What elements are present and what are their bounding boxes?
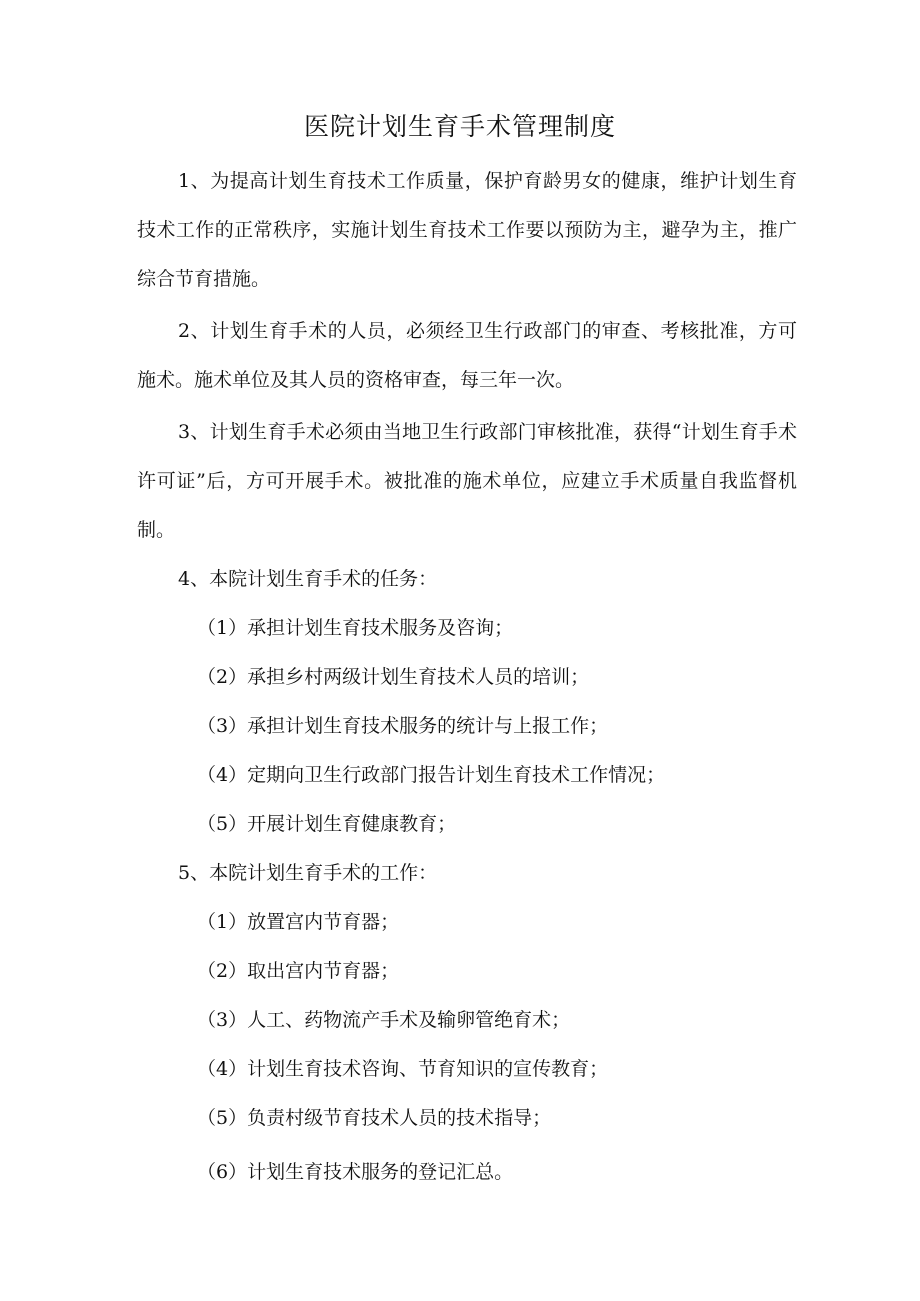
list-item: （5）开展计划生育健康教育； [197,813,457,835]
list-item: （1）承担计划生育技术服务及咨询； [197,617,514,639]
section-4-heading: 4、本院计划生育手术的任务： [178,568,438,590]
section-5-heading: 5、本院计划生育手术的工作： [178,862,438,884]
list-item: （1）放置宫内节育器； [197,911,400,933]
list-item: （6）计划生育技术服务的登记汇总。 [197,1161,514,1183]
section-4-list [137,604,797,849]
list-item: （2）承担乡村两级计划生育技术人员的培训； [197,666,590,688]
list-item: （3）承担计划生育技术服务的统计与上报工作； [197,715,609,737]
document-body [137,157,797,1197]
list-item: （3）人工、药物流产手术及输卵管绝育术； [197,1009,571,1031]
paragraph-2: 2、计划生育手术的人员，必须经卫生行政部门的审查、考核批准，方可施术。施术单位及其人员的资格审查，每三年一次。 [137,320,797,391]
list-item: （4）计划生育技术咨询、节育知识的宣传教育； [197,1058,609,1080]
section-5-list [137,898,797,1197]
list-item: （5）负责村级节育技术人员的技术指导； [197,1107,552,1129]
paragraph-3: 3、计划生育手术必须由当地卫生行政部门审核批准，获得“计划生育手术许可证”后，方可开展手术。被批准的施术单位，应建立手术质量自我监督机制。 [137,421,797,541]
list-item: （4）定期向卫生行政部门报告计划生育技术工作情况； [197,764,666,786]
list-item: （2）取出宫内节育器； [197,960,400,982]
paragraph-1: 1、为提高计划生育技术工作质量，保护育龄男女的健康，维护计划生育技术工作的正常秩序，实施计划生育技术工作要以预防为主，避孕为主，推广综合节育措施。 [137,170,797,290]
document-title: 医院计划生育手术管理制度 [303,112,616,141]
